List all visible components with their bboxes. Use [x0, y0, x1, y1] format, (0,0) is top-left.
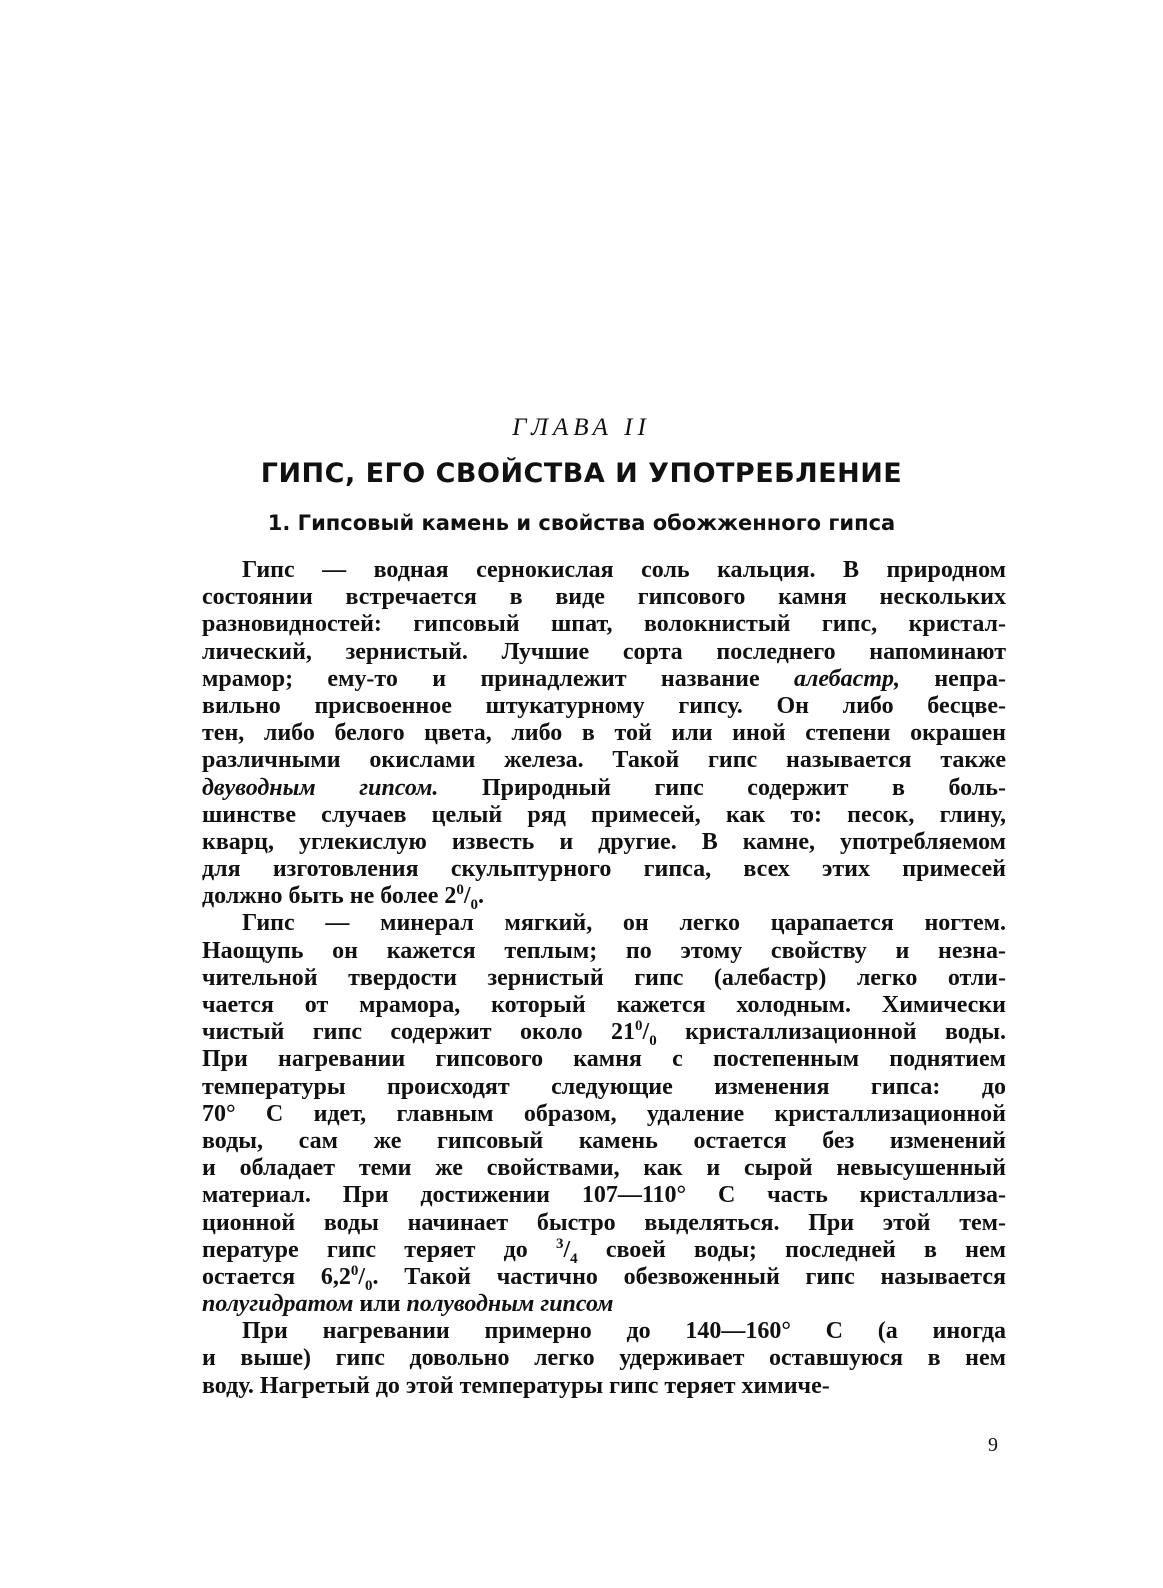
chapter-label: ГЛАВА II	[512, 414, 651, 441]
text-line: Гипс — водная сернокислая соль кальция. В природном	[242, 557, 1006, 583]
subscript: 0	[365, 1277, 373, 1294]
italic-term: полугидратом	[202, 1291, 354, 1318]
paragraph	[202, 1318, 1006, 1400]
superscript: 3	[555, 1235, 564, 1252]
text-line: чительной твердости зернистый гипс (алебастр) легко отли-	[202, 964, 1006, 991]
body-text	[202, 557, 1006, 1400]
text-line: для изготовления скульптурного гипса, всех этих примесей	[202, 856, 1006, 883]
subscript: 4	[570, 1250, 578, 1267]
text-line: 70° С идет, главным образом, удаление кристаллизационной	[202, 1100, 1006, 1127]
text-line: разновидностей: гипсовый шпат, волокнистый гипс, кристал-	[202, 611, 1006, 638]
text-line: пературе гипс теряет до $^3/_4$ своей воды; последней в нем	[202, 1235, 1006, 1267]
text-line: и обладает теми же свойствами, как и сырой невысушенный	[202, 1155, 1006, 1182]
text-line: должно быть не более $2^0/_0$.	[202, 882, 485, 914]
text-line: воду. Нагретый до этой температуры гипс теряет химиче-	[202, 1372, 830, 1399]
text-line: двуводным гипсом. Природный гипс содержит в боль-	[202, 774, 1006, 801]
section-title: 1. Гипсовый камень и свойства обожженного гипса	[267, 511, 896, 535]
text-line: Гипс — минерал мягкий, он легко царапается ногтем.	[242, 910, 1006, 937]
text-line: кварц, углекислую известь и другие. В камне, употребляемом	[202, 828, 1006, 855]
text-line: вильно присвоенное штукатурному гипсу. Он либо бесцве-	[202, 692, 1006, 719]
text-line: и выше) гипс довольно легко удерживает оставшуюся в нем	[202, 1345, 1006, 1372]
superscript: 0	[635, 1018, 643, 1035]
page-number: 9	[988, 1434, 998, 1456]
italic-term: двуводным гипсом.	[202, 774, 439, 801]
superscript: 0	[456, 882, 464, 899]
text-line: ционной воды начинает быстро выделяться. При этой тем-	[202, 1209, 1006, 1236]
text-line: полугидратом или полуводным гипсом	[202, 1291, 614, 1318]
text-line: состоянии встречается в виде гипсового камня нескольких	[202, 584, 1006, 611]
italic-term: полуводным гипсом	[406, 1291, 614, 1318]
text-line: мрамор; ему-то и принадлежит название алебастр, непра-	[202, 665, 1006, 692]
text-line: воды, сам же гипсовый камень остается без изменений	[202, 1127, 1006, 1154]
text-line: Наощупь он кажется теплым; по этому свойству и незна-	[202, 937, 1006, 964]
subscript: 0	[470, 897, 479, 914]
italic-term: алебастр,	[794, 665, 900, 692]
text-line: лический, зернистый. Лучшие сорта последнего напоминают	[202, 638, 1006, 665]
subscript: 0	[649, 1032, 657, 1049]
text-line: шинстве случаев целый ряд примесей, как то: песок, глину,	[202, 801, 1006, 828]
text-line: тен, либо белого цвета, либо в той или иной степени окрашен	[202, 720, 1006, 747]
text-line: температуры происходят следующие изменения гипса: до	[202, 1073, 1006, 1100]
text-line: материал. При достижении 107—110° С часть кристаллиза-	[202, 1182, 1006, 1209]
paragraph	[202, 910, 1006, 1318]
text-line: При нагревании гипсового камня с постепенным поднятием	[202, 1046, 1006, 1073]
paragraph	[202, 557, 1006, 914]
text-line: остается $6,2^0/_0$. Такой частично обезвоженный гипс называется	[202, 1262, 1006, 1294]
text-line: чистый гипс содержит около $21^0/_0$ кристаллизационной воды.	[202, 1018, 1006, 1049]
text-line: При нагревании примерно до 140—160° С (а иногда	[242, 1318, 1006, 1345]
superscript: 0	[350, 1262, 359, 1279]
chapter-title: ГИПС, ЕГО СВОЙСТВА И УПОТРЕБЛЕНИЕ	[260, 458, 903, 489]
text-line: различными окислами железа. Такой гипс называется также	[202, 747, 1006, 774]
text-line: чается от мрамора, который кажется холодным. Химически	[202, 992, 1006, 1018]
